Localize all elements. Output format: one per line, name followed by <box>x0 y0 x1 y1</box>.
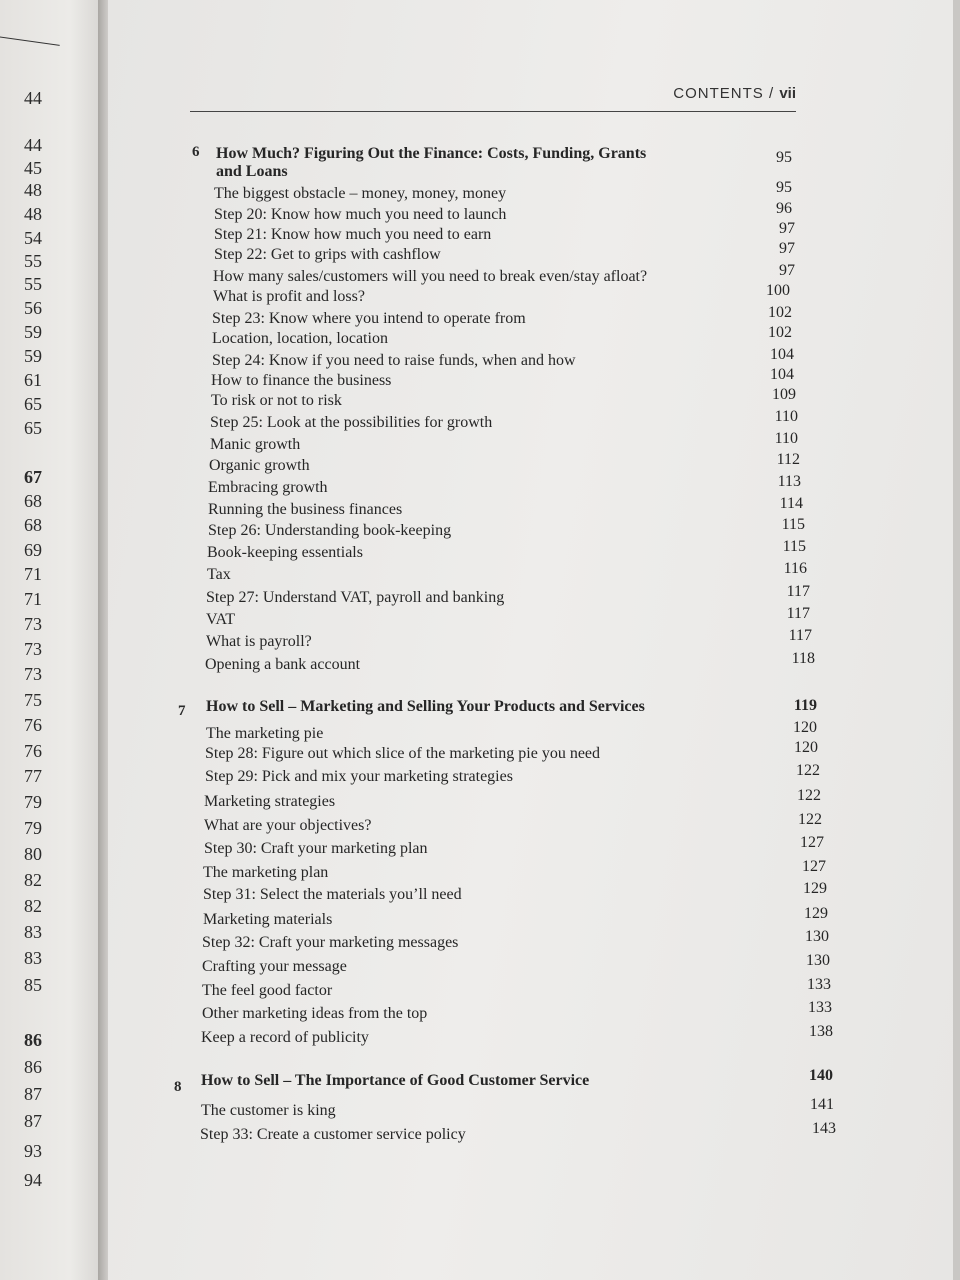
running-header <box>190 85 796 112</box>
left-page-number: 86 <box>24 1030 42 1050</box>
toc-entry: Step 26: Understanding book-keeping <box>208 522 452 539</box>
toc-entry: How to finance the business <box>211 372 392 389</box>
toc-page-number: 130 <box>806 952 830 969</box>
left-page-number: 80 <box>24 844 42 864</box>
toc-page-number: 110 <box>774 408 798 425</box>
left-page-number: 68 <box>24 491 42 511</box>
toc-entry: Location, location, location <box>212 330 388 347</box>
toc-entry: Step 29: Pick and mix your marketing strategies <box>205 768 513 785</box>
left-page-number: 83 <box>24 948 42 968</box>
left-page-number: 76 <box>24 741 42 761</box>
toc-entry: Organic growth <box>209 457 310 474</box>
toc-entry: Step 27: Understand VAT, payroll and banking <box>206 589 505 606</box>
toc-page-number: 110 <box>774 430 798 447</box>
left-page-number: 93 <box>24 1141 42 1161</box>
chapter-page-number: 95 <box>776 149 792 166</box>
toc-page-number: 97 <box>779 262 795 279</box>
toc-entry: Step 33: Create a customer service policy <box>200 1126 466 1143</box>
left-page-number: 65 <box>24 418 42 438</box>
left-page-number: 87 <box>24 1084 42 1104</box>
toc-entry: What is profit and loss? <box>213 288 365 305</box>
left-page-number: 54 <box>24 228 42 248</box>
left-page-number: 82 <box>24 870 42 890</box>
toc-page-number: 122 <box>798 811 822 828</box>
left-page-number: 73 <box>24 664 42 684</box>
left-page-number: 75 <box>24 690 42 710</box>
toc-page-number: 104 <box>770 366 794 383</box>
header-label: CONTENTS <box>673 85 764 102</box>
left-page <box>0 0 100 1280</box>
toc-entry: Tax <box>207 566 231 583</box>
toc-entry: Embracing growth <box>208 479 328 496</box>
toc-page-number: 122 <box>796 762 820 779</box>
left-page-number: 69 <box>24 540 42 560</box>
toc-page-number: 95 <box>776 179 792 196</box>
toc-page-number: 118 <box>791 650 815 667</box>
toc-page-number: 127 <box>800 834 824 851</box>
left-page-number: 86 <box>24 1057 42 1077</box>
header-text <box>673 85 796 102</box>
chapter-title-continued: and Loans <box>216 163 288 180</box>
left-page-number: 79 <box>24 818 42 838</box>
left-page-number: 71 <box>24 564 42 584</box>
toc-page-number: 130 <box>805 928 829 945</box>
left-page-rule <box>0 35 60 46</box>
left-page-number: 87 <box>24 1111 42 1131</box>
toc-entry: The feel good factor <box>202 982 333 999</box>
toc-entry: Step 32: Craft your marketing messages <box>202 934 459 951</box>
toc-page-number: 141 <box>810 1096 834 1113</box>
left-page-number: 48 <box>24 204 42 224</box>
toc-entry: Book-keeping essentials <box>207 544 363 561</box>
left-page-number: 68 <box>24 515 42 535</box>
left-page-number: 45 <box>24 158 42 178</box>
toc-page-number: 112 <box>776 451 800 468</box>
toc-page-number: 138 <box>809 1023 833 1040</box>
toc-page-number: 96 <box>776 200 792 217</box>
toc-page-number: 102 <box>768 304 792 321</box>
toc-entry: Step 30: Craft your marketing plan <box>204 840 428 857</box>
toc-entry: Step 20: Know how much you need to launch <box>214 206 507 223</box>
left-page-number: 83 <box>24 922 42 942</box>
toc-entry: Opening a bank account <box>205 656 361 673</box>
toc-page-number: 102 <box>768 324 792 341</box>
toc-entry: Step 24: Know if you need to raise funds, when and how <box>212 352 576 369</box>
chapter-number: 7 <box>178 703 186 719</box>
left-page-number: 67 <box>24 467 42 487</box>
toc-page-number: 115 <box>782 538 806 555</box>
left-page-number: 44 <box>24 88 42 108</box>
toc-entry: Crafting your message <box>202 958 347 975</box>
toc-page-number: 117 <box>786 583 810 600</box>
toc-page-number: 109 <box>772 386 796 403</box>
toc-entry: Step 22: Get to grips with cashflow <box>214 246 441 263</box>
left-page-number: 71 <box>24 589 42 609</box>
toc-entry: What is payroll? <box>206 633 312 650</box>
left-page-number: 44 <box>24 135 42 155</box>
chapter-number: 8 <box>174 1079 182 1095</box>
left-page-number: 48 <box>24 180 42 200</box>
toc-page-number: 120 <box>793 719 817 736</box>
chapter-number: 6 <box>192 144 200 160</box>
toc-page-number: 116 <box>783 560 807 577</box>
left-page-number: 85 <box>24 975 42 995</box>
toc-entry: Other marketing ideas from the top <box>202 1005 428 1022</box>
left-page-number: 56 <box>24 298 42 318</box>
toc-page-number: 97 <box>779 220 795 237</box>
toc-entry: Running the business finances <box>208 501 403 518</box>
toc-page-number: 97 <box>779 240 795 257</box>
chapter-title: How to Sell – Marketing and Selling Your Products and Services <box>206 698 645 715</box>
toc-page-number: 129 <box>804 905 828 922</box>
left-page-number: 73 <box>24 614 42 634</box>
toc-entry: VAT <box>206 611 236 628</box>
chapter-title: How to Sell – The Importance of Good Customer Service <box>201 1072 590 1089</box>
left-page-number: 94 <box>24 1170 42 1190</box>
toc-entry: Marketing materials <box>203 911 333 928</box>
toc-page-number: 127 <box>802 858 826 875</box>
toc-page-number: 120 <box>794 739 818 756</box>
toc-page-number: 104 <box>770 346 794 363</box>
toc-page-number: 113 <box>777 473 801 490</box>
header-page-number: vii <box>779 85 796 102</box>
toc-page-number: 129 <box>803 880 827 897</box>
left-page-number: 77 <box>24 766 42 786</box>
toc-entry: Step 21: Know how much you need to earn <box>214 226 492 243</box>
toc-entry: What are your objectives? <box>204 817 372 834</box>
toc-page-number: 115 <box>781 516 805 533</box>
toc-entry: Manic growth <box>210 436 301 453</box>
left-page-number: 82 <box>24 896 42 916</box>
toc-entry: Step 28: Figure out which slice of the marketing pie you need <box>205 745 601 762</box>
toc-entry: Step 31: Select the materials you’ll need <box>203 886 462 903</box>
chapter-title: How Much? Figuring Out the Finance: Costs, Funding, Grants <box>216 145 647 162</box>
toc-entry: The marketing pie <box>206 725 324 742</box>
toc-page-number: 100 <box>766 282 790 299</box>
toc-entry: Step 23: Know where you intend to operate from <box>212 310 526 327</box>
toc-page-number: 143 <box>812 1120 836 1137</box>
toc-entry: The biggest obstacle – money, money, money <box>214 185 507 202</box>
toc-page-number: 117 <box>788 627 812 644</box>
toc-page-number: 117 <box>786 605 810 622</box>
left-page-number: 79 <box>24 792 42 812</box>
left-page-number: 65 <box>24 394 42 414</box>
toc-entry: The customer is king <box>201 1102 336 1119</box>
toc-entry: Step 25: Look at the possibilities for growth <box>210 414 493 431</box>
toc-entry: Keep a record of publicity <box>201 1029 369 1046</box>
toc-page-number: 114 <box>779 495 803 512</box>
header-separator: / <box>768 85 775 102</box>
toc-entry: Marketing strategies <box>204 793 336 810</box>
left-page-number: 55 <box>24 274 42 294</box>
toc-page-number: 133 <box>808 999 832 1016</box>
left-page-number: 61 <box>24 370 42 390</box>
chapter-page-number: 119 <box>793 697 817 714</box>
toc-page-number: 122 <box>797 787 821 804</box>
left-page-number: 73 <box>24 639 42 659</box>
left-page-number: 59 <box>24 346 42 366</box>
left-page-number: 55 <box>24 251 42 271</box>
toc-page-number: 133 <box>807 976 831 993</box>
toc-entry: The marketing plan <box>203 864 329 881</box>
left-page-number: 59 <box>24 322 42 342</box>
toc-entry: To risk or not to risk <box>211 392 342 409</box>
toc-entry: How many sales/customers will you need to break even/stay afloat? <box>213 268 648 285</box>
chapter-page-number: 140 <box>809 1067 833 1084</box>
left-page-number: 76 <box>24 715 42 735</box>
